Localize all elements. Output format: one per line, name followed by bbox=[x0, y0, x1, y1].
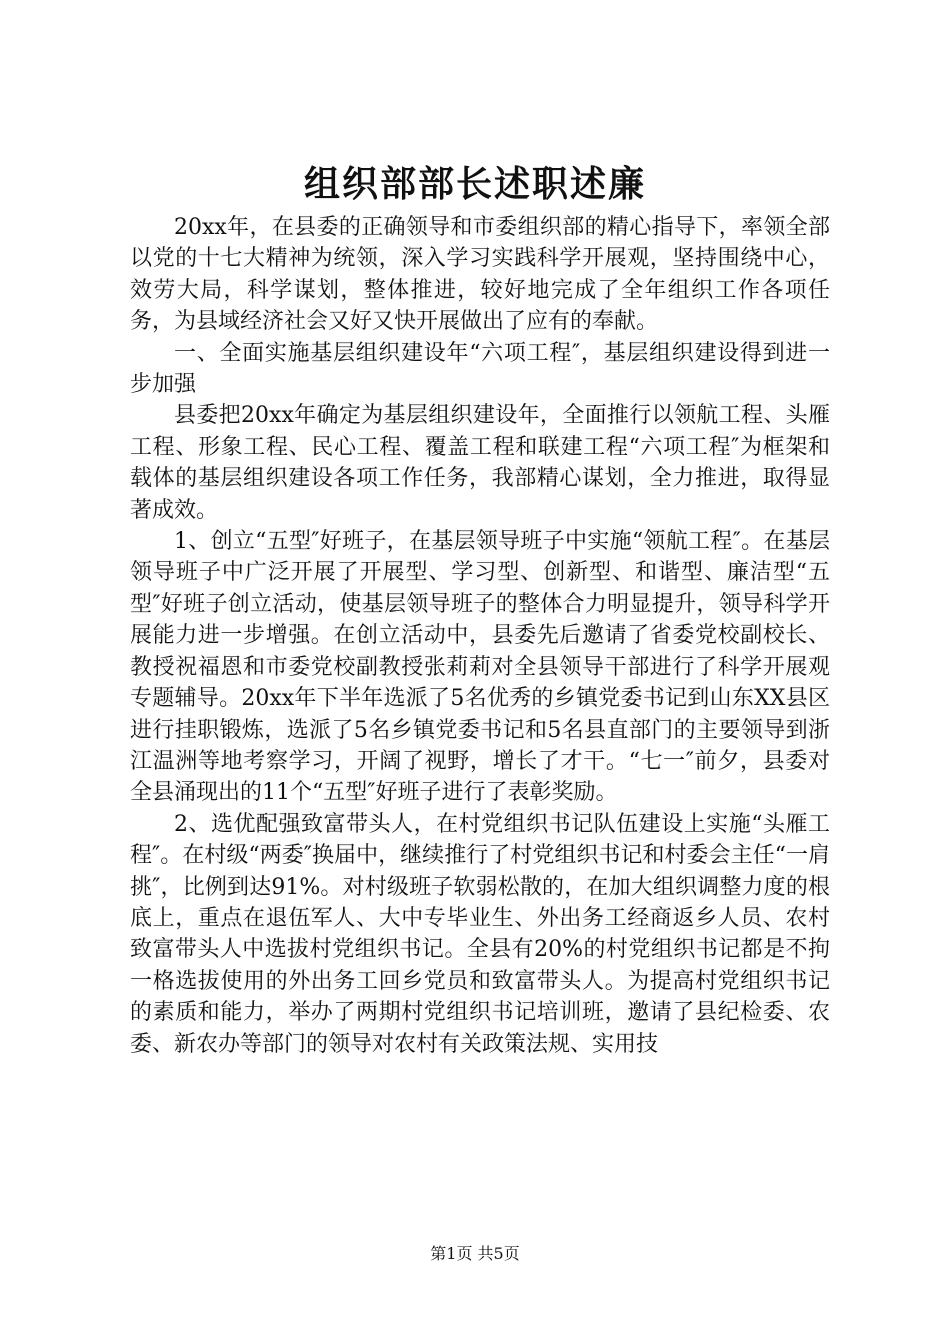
section-heading-1: 一、全面实施基层组织建设年“六项工程″，基层组织建设得到进一步加强 bbox=[130, 340, 830, 398]
paragraph-item-2: 2、选优配强致富带头人，在村党组织书记队伍建设上实施“头雁工程″。在村级“两委″换届中，继续推行了村党组织书记和村委会主任“一肩挑″，比例到达91%。对村级班子软弱松散的，在加大组织调整力度的根底上，重点在退伍军人、大中专毕业生、外出务工经商返乡人员、农村致富带头人中选拔村党组织书记。全县有20%的村党组织书记都是不拘一格选拔使用的外出务工回乡党员和致富带头人。为提高村党组织书记的素质和能力，举办了两期村党组织书记培训班，邀请了县纪检委、农委、新农办等部门的领导对农村有关政策法规、实用技 bbox=[130, 811, 830, 1057]
paragraph-item-1: 1、创立“五型″好班子，在基层领导班子中实施“领航工程″。在基层领导班子中广泛开展了开展型、学习型、创新型、和谐型、廉洁型“五型″好班子创立活动，使基层领导班子的整体合力明显提升，领导科学开展能力进一步增强。在创立活动中，县委先后邀请了省委党校副校长、教授祝福恩和市委党校副教授张莉莉对全县领导干部进行了科学开展观专题辅导。20xx年下半年选派了5名优秀的乡镇党委书记到山东XX县区进行挂职锻炼，选派了5名乡镇党委书记和5名县直部门的主要领导到浙江温洲等地考察学习，开阔了视野，增长了才干。“七一″前夕，县委对全县涌现出的11个“五型″好班子进行了表彰奖励。 bbox=[130, 529, 830, 806]
page-footer: 第1页 共5页 bbox=[430, 1244, 520, 1263]
paragraph-intro: 20xx年，在县委的正确领导和市委组织部的精心指导下，率领全部以党的十七大精神为统领，深入学习实践科学开展观，坚持围绕中心，效劳大局，科学谋划，整体推进，较好地完成了全年组织工作各项任务，为县域经济社会又好又快开展做出了应有的奉献。 bbox=[130, 215, 830, 335]
page-title: 组织部部长述职述廉 bbox=[303, 163, 646, 205]
document-body bbox=[130, 212, 830, 1060]
paragraph-section-1: 县委把20xx年确定为基层组织建设年，全面推行以领航工程、头雁工程、形象工程、民心工程、覆盖工程和联建工程“六项工程″为框架和载体的基层组织建设各项工作任务，我部精心谋划，全力推进，取得显著成效。 bbox=[130, 403, 830, 523]
